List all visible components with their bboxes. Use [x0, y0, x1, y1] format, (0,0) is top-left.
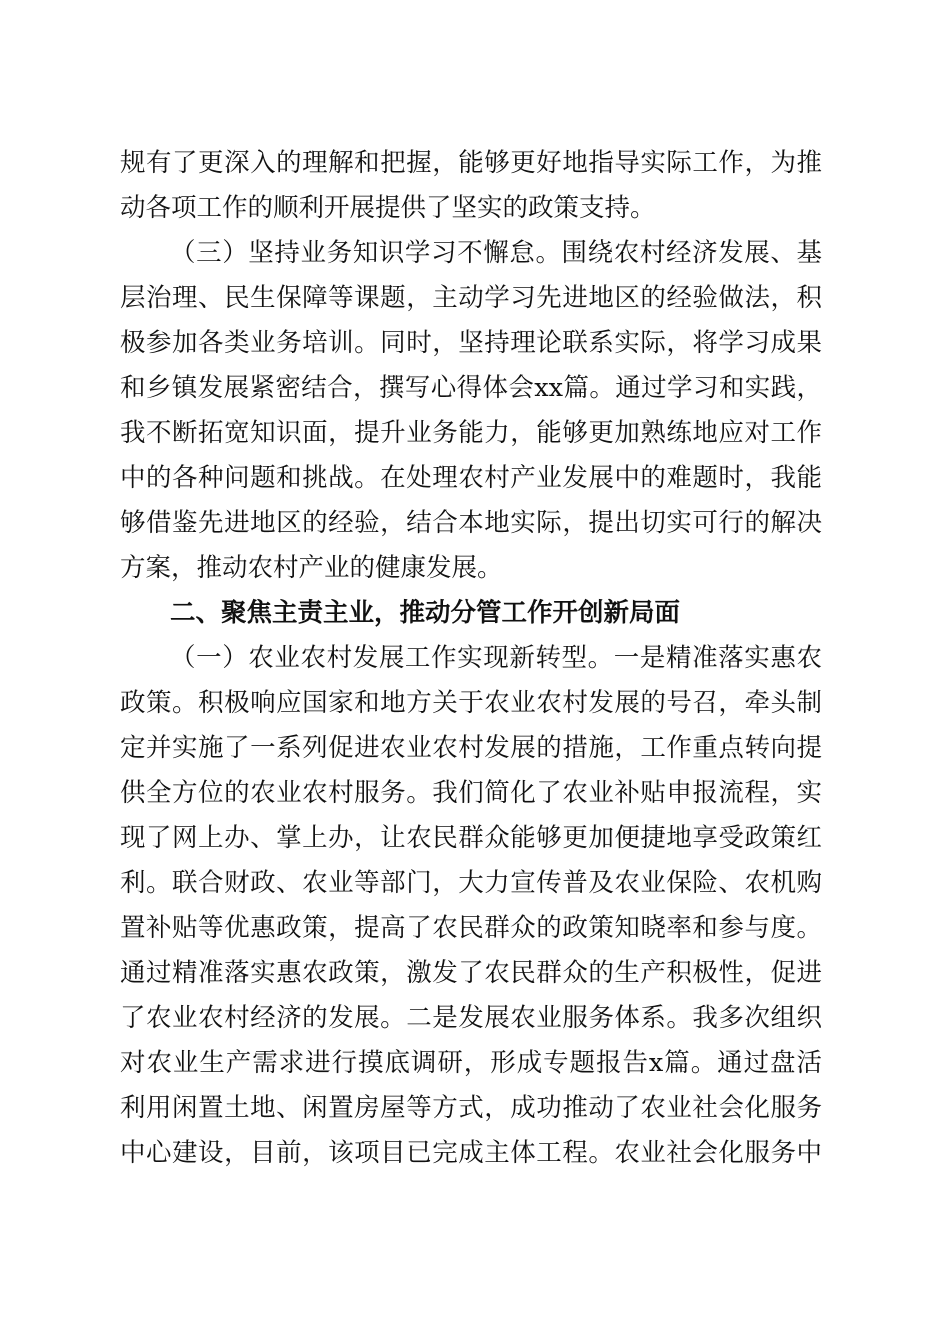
section-heading: 二、聚焦主责主业，推动分管工作开创新局面	[170, 598, 681, 628]
paragraph-line: 利用闲置土地、闲置房屋等方式，成功推动了农业社会化服务	[120, 1093, 822, 1123]
subsection-lead-line: （三）坚持业务知识学习不懈怠。围绕农村经济发展、基	[170, 238, 822, 268]
paragraph-line: 了农业农村经济的发展。二是发展农业服务体系。我多次组织	[120, 1003, 822, 1033]
subsection-lead-line: （一）农业农村发展工作实现新转型。一是精准落实惠农	[170, 643, 822, 673]
paragraph-line: 方案，推动农村产业的健康发展。	[120, 553, 503, 583]
paragraph-line: 规有了更深入的理解和把握，能够更好地指导实际工作，为推	[120, 148, 822, 178]
paragraph-line: 利。联合财政、农业等部门，大力宣传普及农业保险、农机购	[120, 868, 822, 898]
paragraph-line: 够借鉴先进地区的经验，结合本地实际，提出切实可行的解决	[120, 508, 822, 538]
paragraph-line: 通过精准落实惠农政策，激发了农民群众的生产积极性，促进	[120, 958, 822, 988]
paragraph-line: 置补贴等优惠政策，提高了农民群众的政策知晓率和参与度。	[120, 913, 822, 943]
paragraph-line: 中心建设，目前，该项目已完成主体工程。农业社会化服务中	[120, 1138, 822, 1168]
paragraph-line: 极参加各类业务培训。同时，坚持理论联系实际，将学习成果	[120, 328, 822, 358]
paragraph-line: 政策。积极响应国家和地方关于农业农村发展的号召，牵头制	[120, 688, 822, 718]
paragraph-line: 定并实施了一系列促进农业农村发展的措施，工作重点转向提	[120, 733, 822, 763]
paragraph-line: 动各项工作的顺利开展提供了坚实的政策支持。	[120, 193, 656, 223]
paragraph-line: 现了网上办、掌上办，让农民群众能够更加便捷地享受政策红	[120, 823, 822, 853]
paragraph-line: 层治理、民生保障等课题，主动学习先进地区的经验做法，积	[120, 283, 822, 313]
paragraph-line: 中的各种问题和挑战。在处理农村产业发展中的难题时，我能	[120, 463, 822, 493]
paragraph-line: 对农业生产需求进行摸底调研，形成专题报告x篇。通过盘活	[120, 1048, 822, 1078]
paragraph-line: 和乡镇发展紧密结合，撰写心得体会xx篇。通过学习和实践，	[120, 373, 822, 403]
paragraph-line: 我不断拓宽知识面，提升业务能力，能够更加熟练地应对工作	[120, 418, 822, 448]
paragraph-line: 供全方位的农业农村服务。我们简化了农业补贴申报流程，实	[120, 778, 822, 808]
